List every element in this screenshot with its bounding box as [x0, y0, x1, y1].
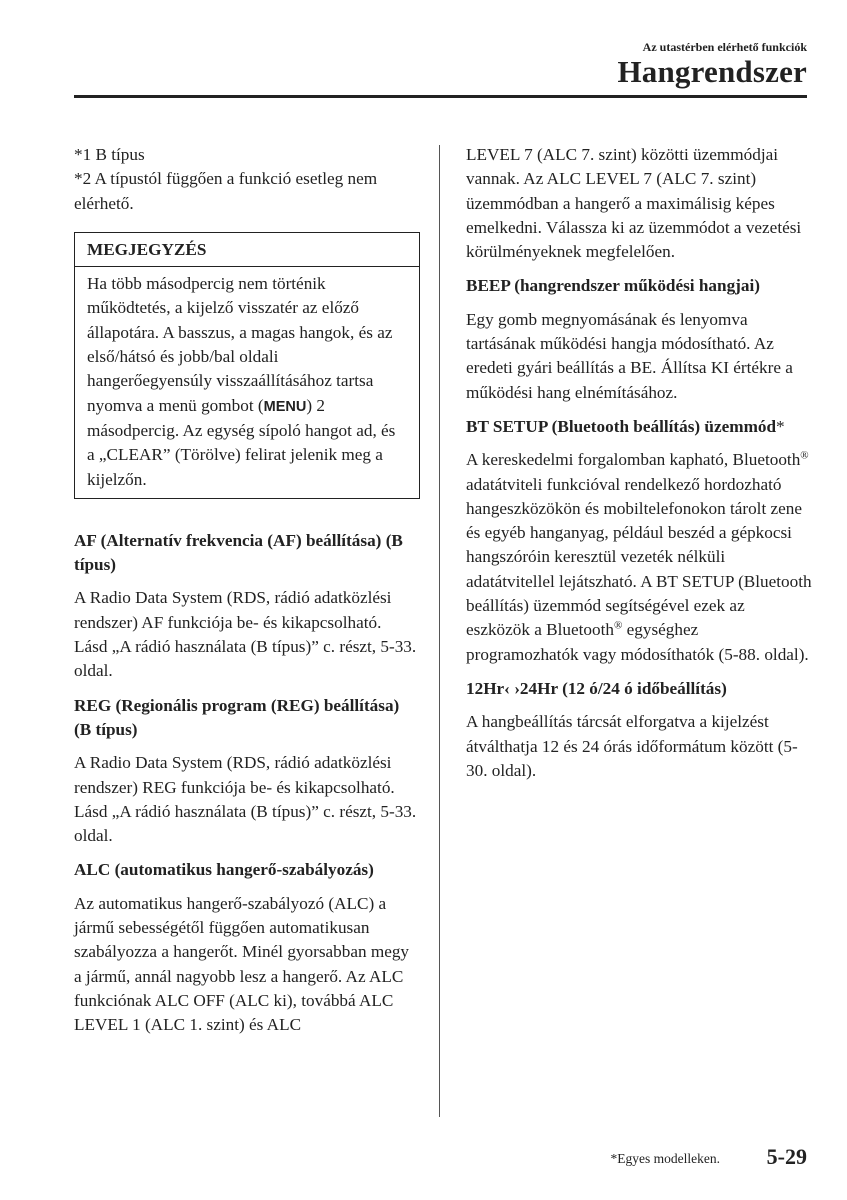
heading-af: AF (Alternatív frekvencia (AF) beállítása) (B típus): [74, 530, 403, 575]
column-divider: [439, 145, 440, 1117]
registered-mark: ®: [613, 619, 623, 632]
note-box: [74, 232, 420, 499]
bt-paragraph: [466, 448, 812, 667]
reg-reference: Lásd „A rádió használata (B típus)” c. részt, 5-33. oldal.: [74, 801, 417, 846]
footnote-1: *1 B típus: [74, 145, 145, 164]
section-title: Az utastérben elérhető funkciók: [642, 40, 807, 54]
note-text-1: Ha több másodpercig nem történik működtetés, a kijelző visszatér az előző állapotára. A basszus, a magas hangok, és az első/hátsó és jobb/bal oldali hangerőegyensúly visszaállításához tartsa nyomva a menü gombot (: [87, 274, 393, 415]
alc-continued: LEVEL 7 (ALC 7. szint) közötti üzemmódjai vannak. Az ALC LEVEL 7 (ALC 7. szint) üzemmódban a hangerő a maximálisig képes emelkedni. Válassza ki az üzemmódot a vezetési körülményeknek megfelelően.: [466, 145, 802, 262]
footnote-2: *2 A típustól függően a funkció esetleg nem elérhető.: [74, 169, 378, 213]
note-body: [75, 267, 419, 498]
right-column: [466, 143, 812, 793]
bt-text-1: A kereskedelmi forgalomban kapható, Bluetooth: [466, 450, 801, 470]
menu-key-label: MENU: [263, 398, 307, 415]
header-rule: [74, 95, 807, 98]
bt-text-2: adatátviteli funkcióval rendelkező hordozható hangeszközökön és mobiltelefonokon tárolt zene és egyéb hanganyag, például beszéd a gépkocsi hangszóróin keresztül vezeték nélküli adatátvitellel lejátszható. A BT SETUP (Bluetooth beállítás) üzemmód segítségével ezek az eszközök a Bluetooth: [466, 474, 812, 640]
heading-bt-setup: [466, 415, 812, 439]
registered-mark: ®: [800, 449, 809, 462]
heading-beep: BEEP (hangrendszer működési hangjai): [466, 276, 760, 296]
page-number: 5-29: [766, 1144, 807, 1169]
bt-heading-text: BT SETUP (Bluetooth beállítás) üzemmód: [466, 416, 777, 436]
left-column: [74, 143, 420, 1048]
reg-paragraph: A Radio Data System (RDS, rádió adatközlési rendszer) REG funkciója be- és kikapcsolható.: [74, 753, 395, 797]
bt-text-3: egységhez programozhatók vagy módosíthatók (5-88. oldal).: [466, 620, 809, 664]
note-text-2: ) 2 másodpercig. Az egység sípoló hangot ad, és a „CLEAR” (Törölve) felirat jelenik meg a kijelzőn.: [87, 395, 396, 489]
footer-note: *Egyes modelleken.: [610, 1151, 720, 1166]
heading-12hr-24hr: 12Hr‹ ›24Hr (12 ó/24 ó időbeállítás): [466, 678, 727, 698]
heading-alc: ALC (automatikus hangerő-szabályozás): [74, 860, 374, 880]
hr-paragraph: A hangbeállítás tárcsát elforgatva a kijelzést átválthatja 12 és 24 órás időformátum között (5-30. oldal).: [466, 712, 798, 780]
af-reference: Lásd „A rádió használata (B típus)” c. részt, 5-33. oldal.: [74, 637, 417, 681]
beep-paragraph: Egy gomb megnyomásának és lenyomva tartásának működési hangja módosítható. Az eredeti gyári beállítás a BE. Állítsa KI értékre a működési hang elnémításához.: [466, 309, 793, 402]
note-title: MEGJEGYZÉS: [75, 233, 419, 267]
af-paragraph: A Radio Data System (RDS, rádió adatközlési rendszer) AF funkciója be- és kikapcsolható.: [74, 588, 392, 632]
page-title: Hangrendszer: [617, 54, 807, 89]
alc-paragraph: Az automatikus hangerő-szabályozó (ALC) a jármű sebességétől függően automatikusan szabályozza a hangerőt. Minél gyorsabban megy a jármű, annál nagyobb lesz a hangerő. Az ALC funkciónak ALC OFF (ALC ki), továbbá ALC LEVEL 1 (ALC 1. szint) és ALC: [74, 893, 410, 1035]
bt-heading-star: *: [776, 416, 785, 436]
heading-reg: REG (Regionális program (REG) beállítása) (B típus): [74, 695, 400, 739]
